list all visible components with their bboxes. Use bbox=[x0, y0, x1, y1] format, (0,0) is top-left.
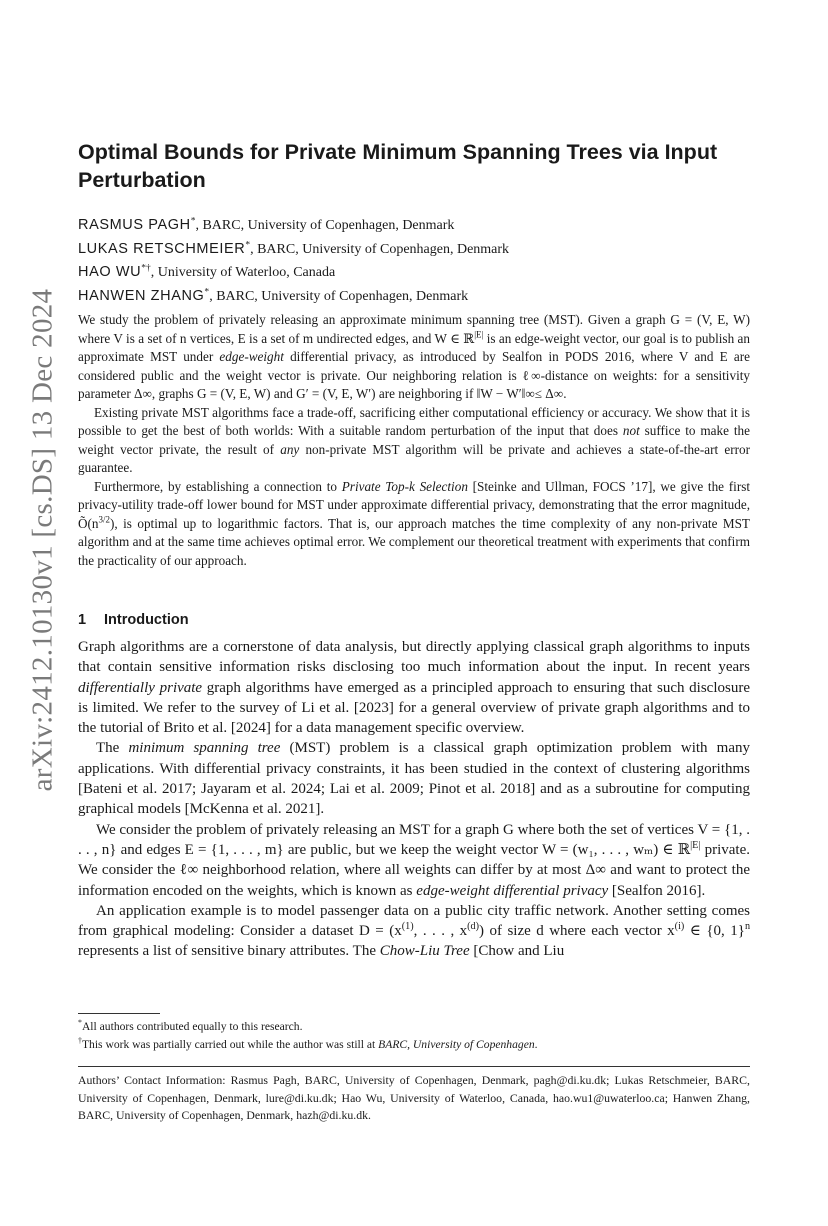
footnote: †This work was partially carried out while the author was still at BARC, University of Copenhagen. bbox=[78, 1036, 538, 1051]
footnote bbox=[78, 1019, 302, 1034]
footnote-rule bbox=[78, 1013, 160, 1014]
author-affiliation: , BARC, University of Copenhagen, Denmark bbox=[250, 241, 510, 257]
author-affiliation: , BARC, University of Copenhagen, Denmark bbox=[195, 218, 455, 233]
author-line bbox=[78, 238, 750, 262]
footnote-mark: † bbox=[78, 1036, 82, 1046]
introduction-body bbox=[78, 637, 750, 962]
author-mark: * bbox=[190, 216, 196, 227]
author-name: LUKAS RETSCHMEIER bbox=[78, 240, 246, 257]
abstract-paragraph: Furthermore, by establishing a connection to Private Top-k Selection [Steinke and Ullman, FOCS ’17], we give the first privacy-utility trade-off lower bound for MST under approximate differential privacy, demonstrating that the error magnitude, $Õ(n^{3/2})$, is optimal up to logarithmic factors. That is, our approach matches the time complexity of any non-private MST algorithm and at the same time achieves optimal error. We complement our theoretical treatment with experiments that confirm the practicality of our approach. bbox=[78, 478, 751, 568]
abstract-paragraph: We study the problem of privately releasing an approximate minimum spanning tree (MST). Given a graph G = (V, E, W) where V is a set of n vertices, E is a set of m undirected edges, and W ∈ ℝ$^{|E|}$ is an edge-weight vector, our goal is to publish an approximate MST under edge-weight differential privacy, as introduced by Sealfon in PODS 2016, where V and E are considered public and the weight vector is private. Our neighboring relation is ℓ∞-distance on weights: for a sensitivity parameter Δ∞, graphs G = (V, E, W) and G′ = (V, E, W′) are neighboring if ‖W − W′‖∞≤ Δ∞. bbox=[78, 312, 751, 401]
section-number: 1 bbox=[78, 612, 87, 628]
arxiv-sidebar-stamp bbox=[12, 240, 74, 840]
section-heading bbox=[78, 612, 189, 628]
author-mark: * bbox=[245, 239, 251, 250]
author-line bbox=[78, 261, 750, 285]
author-line bbox=[78, 285, 750, 309]
author-affiliation: , BARC, University of Copenhagen, Denmark bbox=[209, 288, 469, 304]
contact-rule bbox=[78, 1066, 750, 1067]
author-mark: *† bbox=[141, 263, 151, 274]
abstract bbox=[78, 311, 750, 570]
author-list bbox=[78, 214, 750, 308]
body-paragraph: We consider the problem of privately releasing an MST for a graph G where both the set of vertices V = {1, . . . , n} and edges E = {1, . . . , m} are public, but we keep the weight vector W = (w₁, . . . , wₘ) ∈ ℝ$^{|E|}$ private. We consider the ℓ∞ neighborhood relation, where all weights can differ by at most Δ∞ and want to protect the information encoded on the weights, which is known as edge-weight differential privacy [Sealfon 2016]. bbox=[78, 821, 750, 899]
author-contact-information: Authors’ Contact Information: Rasmus Pagh, BARC, University of Copenhagen, Denmark, pagh@di.ku.dk; Lukas Retschmeier, BARC, University of Copenhagen, Denmark, lure@di.ku.dk; Hao Wu, University of Waterloo, Canada, hao.wu1@uwaterloo.ca; Hanwen Zhang, BARC, University of Copenhagen, Denmark, hazh@di.ku.dk. bbox=[78, 1073, 750, 1122]
author-line bbox=[78, 214, 750, 238]
author-name: HAO WU bbox=[78, 264, 142, 280]
section-title: Introduction bbox=[104, 612, 189, 628]
author-name: HANWEN ZHANG bbox=[78, 287, 205, 304]
author-name: RASMUS PAGH bbox=[78, 217, 191, 233]
footnote-mark: * bbox=[78, 1018, 82, 1028]
author-affiliation: , University of Waterloo, Canada bbox=[150, 265, 336, 280]
paper-title: Optimal Bounds for Private Minimum Spanning Trees via Input Perturbation bbox=[78, 140, 718, 192]
author-mark: * bbox=[204, 286, 210, 297]
body-paragraph: The minimum spanning tree (MST) problem is a classical graph optimization problem with many applications. With differential privacy constraints, it has been studied in the context of clustering algorithms [Bateni et al. 2017; Jayaram et al. 2024; Lai et al. 2009; Pinot et al. 2018] and as a subroutine for computing graphical models [McKenna et al. 2021]. bbox=[78, 740, 750, 818]
footnote-text: All authors contributed equally to this research. bbox=[81, 1020, 303, 1033]
body-paragraph: Graph algorithms are a cornerstone of data analysis, but directly applying classical graph algorithms to inputs that contain sensitive information risks disclosing too much information about the input. In recent years differentially private graph algorithms have emerged as a principled approach to ensuring that such disclosure is limited. We refer to the survey of Li et al. [2023] for a general overview of private graph algorithms and to the tutorial of Brito et al. [2024] for a data management specific overview. bbox=[78, 639, 750, 737]
arxiv-identifier: arXiv:2412.10130v1 [cs.DS] 13 Dec 2024 bbox=[26, 288, 59, 792]
body-paragraph: An application example is to model passenger data on a public city traffic network. Another setting comes from graphical modeling: Consider a dataset $D = (x^{(1)}$, . . . , $x^{(d)}$) of size d where each vector $x^{(i)}$ ∈ {0, 1}$^n$ represents a list of sensitive binary attributes. The Chow-Liu Tree [Chow and Liu bbox=[78, 902, 751, 960]
abstract-paragraph: Existing private MST algorithms face a trade-off, sacrificing either computational efficiency or accuracy. We show that it is possible to get the best of both worlds: With a suitable random perturbation of the input that does not suffice to make the weight vector private, the result of any non-private MST algorithm will be private and achieves a state-of-the-art error guarantee. bbox=[78, 404, 750, 475]
